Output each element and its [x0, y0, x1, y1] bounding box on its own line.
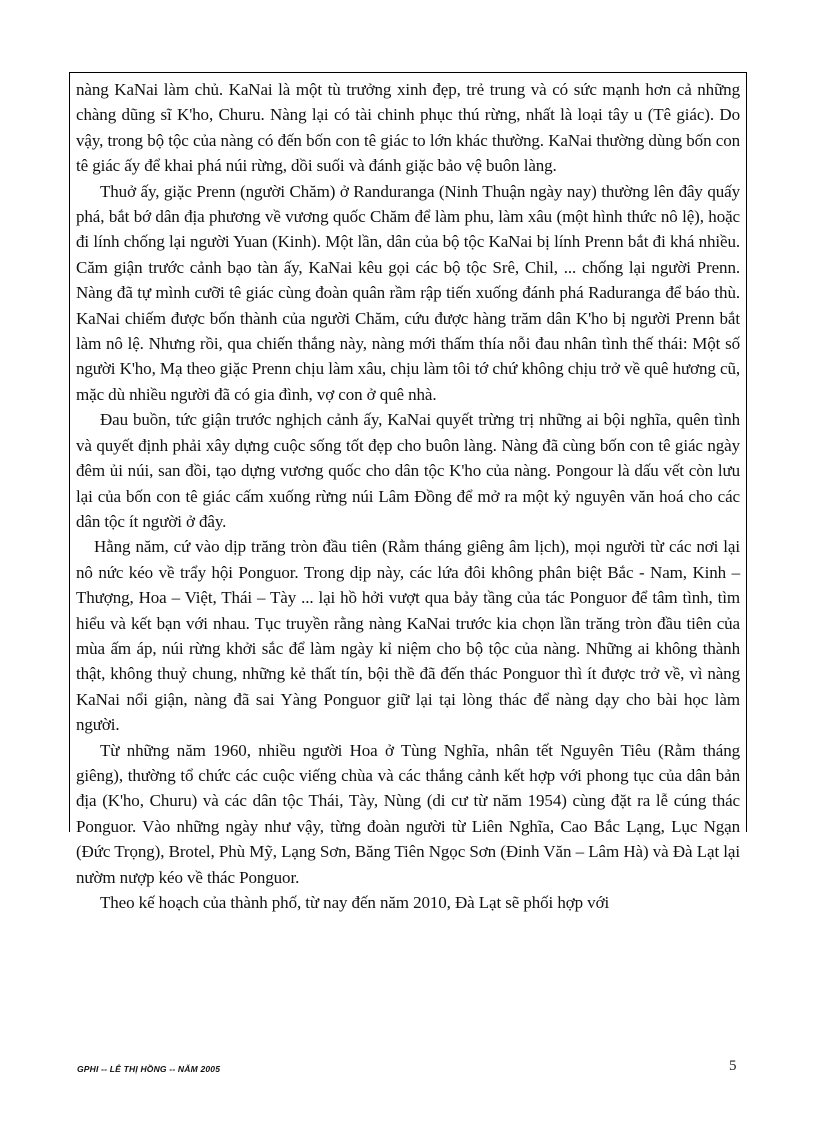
paragraph-since-1960: Từ những năm 1960, nhiều người Hoa ở Tùng Nghĩa, nhân tết Nguyên Tiêu (Rằm tháng giêng), thường tổ chức các cuộc viếng chùa và các thắng cảnh kết hợp với phong tục của dân bản địa (K'ho, Churu) và các dân tộc Thái, Tày, Nùng (di cư từ năm 1954) cùng đặt ra lễ cúng thác Ponguor. Vào những ngày như vậy, từng đoàn người từ Liên Nghĩa, Cao Bắc Lạng, Lục Ngạn (Đức Trọng), Brotel, Phù Mỹ, Lạng Sơn, Băng Tiên Ngọc Sơn (Đinh Văn – Lâm Hà) và Đà Lạt lại nườm nượp kéo về thác Ponguor. [76, 740, 740, 887]
text-frame [69, 72, 747, 912]
paragraph-kanai-sorrow: Đau buồn, tức giận trước nghịch cảnh ấy, KaNai quyết trừng trị những ai bội nghĩa, quên tình và quyết định phải xây dựng cuộc sống tốt đẹp cho buôn làng. Nàng đã cùng bốn con tê giác ngày đêm ủi núi, san đồi, tạo dựng vương quốc cho dân tộc K'ho của nàng. Pongour là dấu vết còn lưu lại của bốn con tê giác cấm xuống rừng núi Lâm Đồng để mở ra một kỷ nguyên văn hoá cho các dân tộc ít người ở đây. [76, 410, 740, 531]
document-body [76, 77, 740, 915]
footer-author-line: GPHI -- LÊ THỊ HỒNG -- NĂM 2005 [77, 1064, 221, 1074]
paragraph-kanai-intro: nàng KaNai làm chủ. KaNai là một tù trưởng xinh đẹp, trẻ trung và có sức mạnh hơn cả những chàng dũng sĩ K'ho, Churu. Nàng lại có tài chinh phục thú rừng, nhất là loại tây u (Tê giác). Do vậy, trong bộ tộc của nàng có đến bốn con tê giác to lớn khác thường. KaNai thường dùng bốn con tê giác ấy để khai phá núi rừng, dồi suối và đánh giặc bảo vệ buôn làng. [76, 80, 740, 176]
paragraph-prenn-invasion: Thuở ấy, giặc Prenn (người Chăm) ở Randuranga (Ninh Thuận ngày nay) thường lên đây quấy phá, bắt bớ dân địa phương về vương quốc Chăm để làm phu, làm xâu (một hình thức nô lệ), hoặc đi lính chống lại người Yuan (Kinh). Một lần, dân của bộ tộc KaNai bị lính Prenn bắt đi khá nhiều. Căm giận trước cảnh bạo tàn ấy, KaNai kêu gọi các bộ tộc Srê, Chil, ... chống lại người Prenn. Nàng đã tự mình cưỡi tê giác cùng đoàn quân rầm rập tiến xuống đánh phá Raduranga để báo thù. KaNai chiếm được bốn thành của người Chăm, cứu được hàng trăm dân K'ho bị người Prenn bắt làm nô lệ. Nhưng rồi, qua chiến thắng này, nàng mới thấm thía nỗi đau nhân tình thế thái: Một số người K'ho, Mạ theo giặc Prenn chịu làm xâu, chịu làm tôi tớ chứ không chịu trở về quê hương cũ, mặc dù nhiều người đã có gia đình, vợ con ở quê nhà. [76, 181, 740, 404]
paragraph-city-plan: Theo kế hoạch của thành phố, từ nay đến năm 2010, Đà Lạt sẽ phối hợp với [100, 893, 610, 912]
page-number: 5 [729, 1058, 737, 1074]
paragraph-annual-festival: Hằng năm, cứ vào dịp trăng tròn đầu tiên (Rằm tháng giêng âm lịch), mọi người từ các nơi lại nô nức kéo về trẩy hội Ponguor. Trong dịp này, các lứa đôi không phân biệt Bắc - Nam, Kinh – Thượng, Hoa – Việt, Thái – Tày ... lại hồ hởi vượt qua bảy tầng của tác Ponguor để tâm tình, tìm hiểu và kết bạn với nhau. Tục truyền rằng nàng KaNai trước kia chọn lần trăng tròn đầu tiên của mùa ấm áp, núi rừng khởi sắc để làm ngày kỉ niệm cho bộ tộc của nàng. Những ai không thành thật, không thuỷ chung, những kẻ thất tín, bội thề đã đến thác Ponguor thì ít được trở về, vì nàng KaNai nổi giận, nàng đã sai Yàng Ponguor giữ lại tại lòng thác để nàng dạy cho bài học làm người. [76, 537, 740, 735]
